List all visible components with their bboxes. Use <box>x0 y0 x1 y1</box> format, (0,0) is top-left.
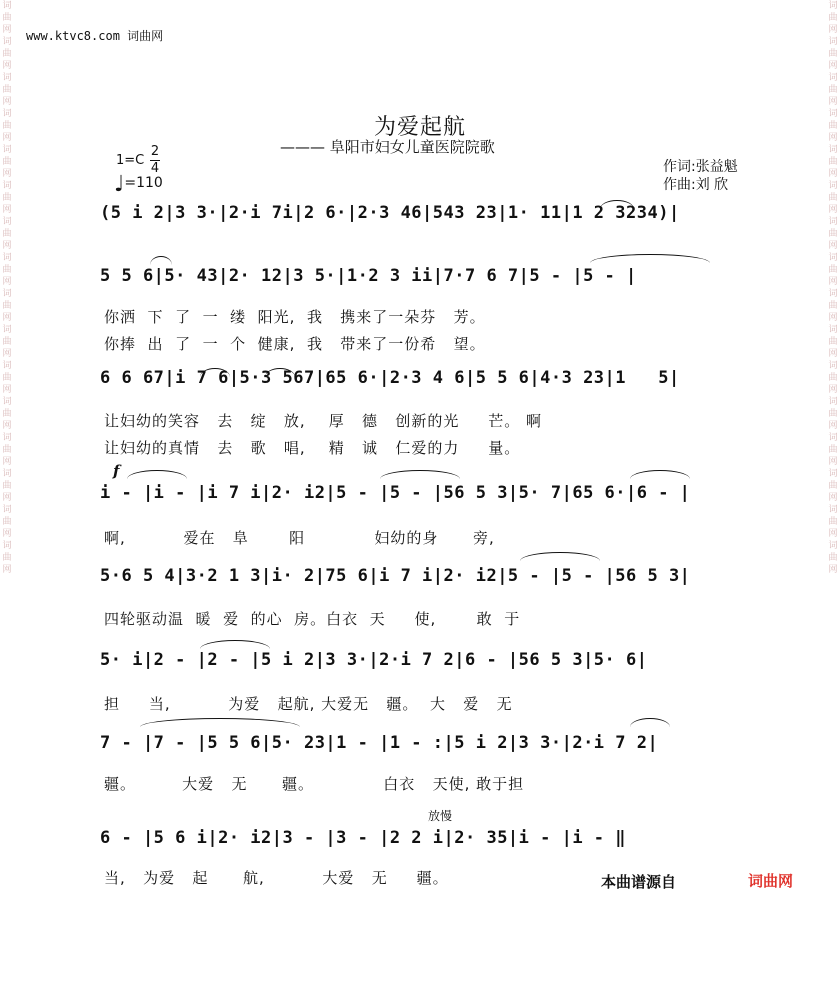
watermark-char: 曲 <box>828 193 838 203</box>
notation-line: 5· i|2 - |2 - |5 i 2|3 3·|2·i 7 2|6 - |56 5 3|5· 6| <box>100 650 648 670</box>
watermark-char: 网 <box>2 61 12 71</box>
watermark-char: 网 <box>828 25 838 35</box>
key-label: 1=C <box>116 153 145 168</box>
watermark-char: 词 <box>2 325 12 335</box>
watermark-char: 网 <box>2 205 12 215</box>
watermark-char: 词 <box>2 217 12 227</box>
lyric-line: 当, 为爱 起 航, 大爱 无 疆。 <box>104 869 449 887</box>
lyricist-credit: 作词:张益魁 <box>663 159 738 175</box>
left-watermark-strip <box>0 0 14 1001</box>
tempo-value: =110 <box>124 175 163 191</box>
lyric-line: 疆。 大爱 无 疆。 白衣 天使, 敢于担 <box>104 775 525 793</box>
lyric-line: 你洒 下 了 一 缕 阳光, 我 携来了一朵芬 芳。 <box>104 308 486 326</box>
watermark-char: 曲 <box>828 517 838 527</box>
watermark-char: 曲 <box>2 157 12 167</box>
watermark-char: 曲 <box>2 337 12 347</box>
watermark-char: 曲 <box>828 13 838 23</box>
lyric-line: 让妇幼的笑容 去 绽 放, 厚 德 创新的光 芒。 啊 <box>104 412 542 430</box>
watermark-char: 网 <box>2 421 12 431</box>
watermark-char: 词 <box>2 505 12 515</box>
watermark-char: 词 <box>828 37 838 47</box>
watermark-char: 词 <box>2 109 12 119</box>
watermark-char: 网 <box>2 565 12 575</box>
watermark-char: 词 <box>2 361 12 371</box>
watermark-char: 曲 <box>828 265 838 275</box>
site-url[interactable]: www.ktvc8.com 词曲网 <box>26 29 164 43</box>
quarter-note-icon: ♩ <box>114 172 125 197</box>
watermark-char: 曲 <box>828 157 838 167</box>
lyric-line: 四轮驱动温 暖 爱 的心 房。白衣 天 使, 敢 于 <box>104 610 521 628</box>
watermark-char: 曲 <box>828 85 838 95</box>
watermark-char: 词 <box>2 1 12 11</box>
watermark-char: 网 <box>2 385 12 395</box>
watermark-char: 网 <box>828 529 838 539</box>
meter-top: 2 <box>150 144 160 159</box>
watermark-char: 网 <box>2 493 12 503</box>
watermark-char: 曲 <box>828 121 838 131</box>
watermark-char: 词 <box>828 325 838 335</box>
watermark-char: 词 <box>828 1 838 11</box>
song-title: 为爱起航 <box>373 115 466 140</box>
watermark-char: 词 <box>828 145 838 155</box>
watermark-char: 词 <box>2 397 12 407</box>
watermark-char: 曲 <box>828 49 838 59</box>
watermark-char: 曲 <box>2 265 12 275</box>
watermark-char: 词 <box>828 109 838 119</box>
tempo-change-mark: 放慢 <box>428 809 453 823</box>
watermark-char: 曲 <box>828 337 838 347</box>
watermark-char: 词 <box>2 73 12 83</box>
watermark-char: 曲 <box>2 13 12 23</box>
slur-mark <box>127 470 187 479</box>
watermark-char: 曲 <box>2 121 12 131</box>
slur-mark <box>630 718 670 727</box>
composer-credit: 作曲:刘 欣 <box>663 177 729 193</box>
watermark-char: 词 <box>828 469 838 479</box>
watermark-char: 词 <box>2 253 12 263</box>
watermark-char: 词 <box>2 289 12 299</box>
watermark-char: 曲 <box>2 517 12 527</box>
watermark-char: 网 <box>828 565 838 575</box>
notation-line: (5 i 2|3 3·|2·i 7i|2 6·|2·3 46|543 23|1· 11|1 2 3234)| <box>100 203 680 223</box>
watermark-char: 网 <box>2 529 12 539</box>
source-note: 本曲谱源自 <box>601 873 677 891</box>
watermark-char: 曲 <box>828 481 838 491</box>
lyric-line: 啊, 爱在 阜 阳 妇幼的身 旁, <box>104 529 495 547</box>
watermark-char: 网 <box>828 61 838 71</box>
watermark-char: 网 <box>828 313 838 323</box>
watermark-char: 网 <box>828 133 838 143</box>
watermark-char: 词 <box>828 217 838 227</box>
watermark-char: 曲 <box>2 229 12 239</box>
meter-bottom: 4 <box>150 161 160 176</box>
watermark-char: 网 <box>2 313 12 323</box>
watermark-char: 曲 <box>2 301 12 311</box>
watermark-char: 曲 <box>828 229 838 239</box>
watermark-char: 词 <box>2 145 12 155</box>
watermark-char: 网 <box>2 457 12 467</box>
tempo-marking <box>114 172 163 197</box>
watermark-char: 词 <box>828 289 838 299</box>
lyric-line: 你捧 出 了 一 个 健康, 我 带来了一份希 望。 <box>104 335 486 353</box>
lyric-line: 让妇幼的真情 去 歌 唱, 精 诚 仁爱的力 量。 <box>104 439 521 457</box>
watermark-char: 词 <box>2 541 12 551</box>
watermark-char: 曲 <box>828 301 838 311</box>
slur-mark <box>520 552 600 561</box>
watermark-char: 网 <box>2 349 12 359</box>
watermark-char: 网 <box>828 349 838 359</box>
notation-line: 6 - |5 6 i|2· i2|3 - |3 - |2 2 i|2· 35|i - |i - ‖ <box>100 828 627 848</box>
watermark-char: 曲 <box>2 481 12 491</box>
notation-line: 7 - |7 - |5 5 6|5· 23|1 - |1 - :|5 i 2|3 3·|2·i 7 2| <box>100 733 659 753</box>
watermark-char: 曲 <box>828 409 838 419</box>
watermark-char: 词 <box>828 361 838 371</box>
notation-line: 5·6 5 4|3·2 1 3|i· 2|75 6|i 7 i|2· i2|5 - |5 - |56 5 3| <box>100 566 691 586</box>
watermark-char: 网 <box>828 385 838 395</box>
watermark-char: 词 <box>2 433 12 443</box>
slur-mark <box>140 718 300 727</box>
watermark-char: 曲 <box>2 409 12 419</box>
notation-line: i - |i - |i 7 i|2· i2|5 - |5 - |56 5 3|5· 7|65 6·|6 - | <box>100 483 691 503</box>
site-logo[interactable]: 词曲网 <box>748 872 794 890</box>
watermark-char: 曲 <box>2 49 12 59</box>
watermark-char: 网 <box>2 241 12 251</box>
slur-mark <box>200 640 270 649</box>
watermark-char: 网 <box>828 205 838 215</box>
watermark-char: 曲 <box>2 85 12 95</box>
watermark-char: 词 <box>828 397 838 407</box>
watermark-char: 网 <box>2 277 12 287</box>
watermark-char: 网 <box>828 169 838 179</box>
watermark-char: 曲 <box>828 445 838 455</box>
watermark-char: 词 <box>828 253 838 263</box>
dynamic-forte: f <box>113 462 120 480</box>
right-watermark-strip <box>826 0 840 1001</box>
watermark-char: 词 <box>2 181 12 191</box>
watermark-char: 曲 <box>2 373 12 383</box>
slur-mark <box>380 470 460 479</box>
key-signature <box>116 144 160 176</box>
watermark-char: 曲 <box>2 445 12 455</box>
watermark-char: 曲 <box>828 373 838 383</box>
slur-mark <box>590 254 710 263</box>
watermark-char: 网 <box>828 277 838 287</box>
slur-mark <box>600 200 634 209</box>
watermark-char: 曲 <box>2 553 12 563</box>
notation-line: 5 5 6|5· 43|2· 12|3 5·|1·2 3 ii|7·7 6 7|5 - |5 - | <box>100 266 637 286</box>
watermark-char: 网 <box>828 457 838 467</box>
watermark-char: 网 <box>828 97 838 107</box>
watermark-char: 网 <box>828 421 838 431</box>
watermark-char: 词 <box>2 469 12 479</box>
watermark-char: 词 <box>828 73 838 83</box>
watermark-char: 网 <box>828 493 838 503</box>
watermark-char: 网 <box>2 169 12 179</box>
notation-line: 6 6 67|i 7 6|5·3 567|65 6·|2·3 4 6|5 5 6|4·3 23|1 5| <box>100 368 680 388</box>
watermark-char: 词 <box>828 433 838 443</box>
watermark-char: 曲 <box>2 193 12 203</box>
watermark-char: 网 <box>2 25 12 35</box>
song-subtitle: ——— 阜阳市妇女儿童医院院歌 <box>280 138 495 156</box>
watermark-char: 词 <box>828 541 838 551</box>
watermark-char: 词 <box>828 505 838 515</box>
watermark-char: 词 <box>828 181 838 191</box>
slur-mark <box>150 256 172 265</box>
slur-mark <box>630 470 690 479</box>
watermark-char: 网 <box>2 97 12 107</box>
watermark-char: 词 <box>2 37 12 47</box>
lyric-line: 担 当, 为爱 起航, 大爱无 疆。 大 爱 无 <box>104 695 513 713</box>
watermark-char: 曲 <box>828 553 838 563</box>
watermark-char: 网 <box>828 241 838 251</box>
watermark-char: 网 <box>2 133 12 143</box>
